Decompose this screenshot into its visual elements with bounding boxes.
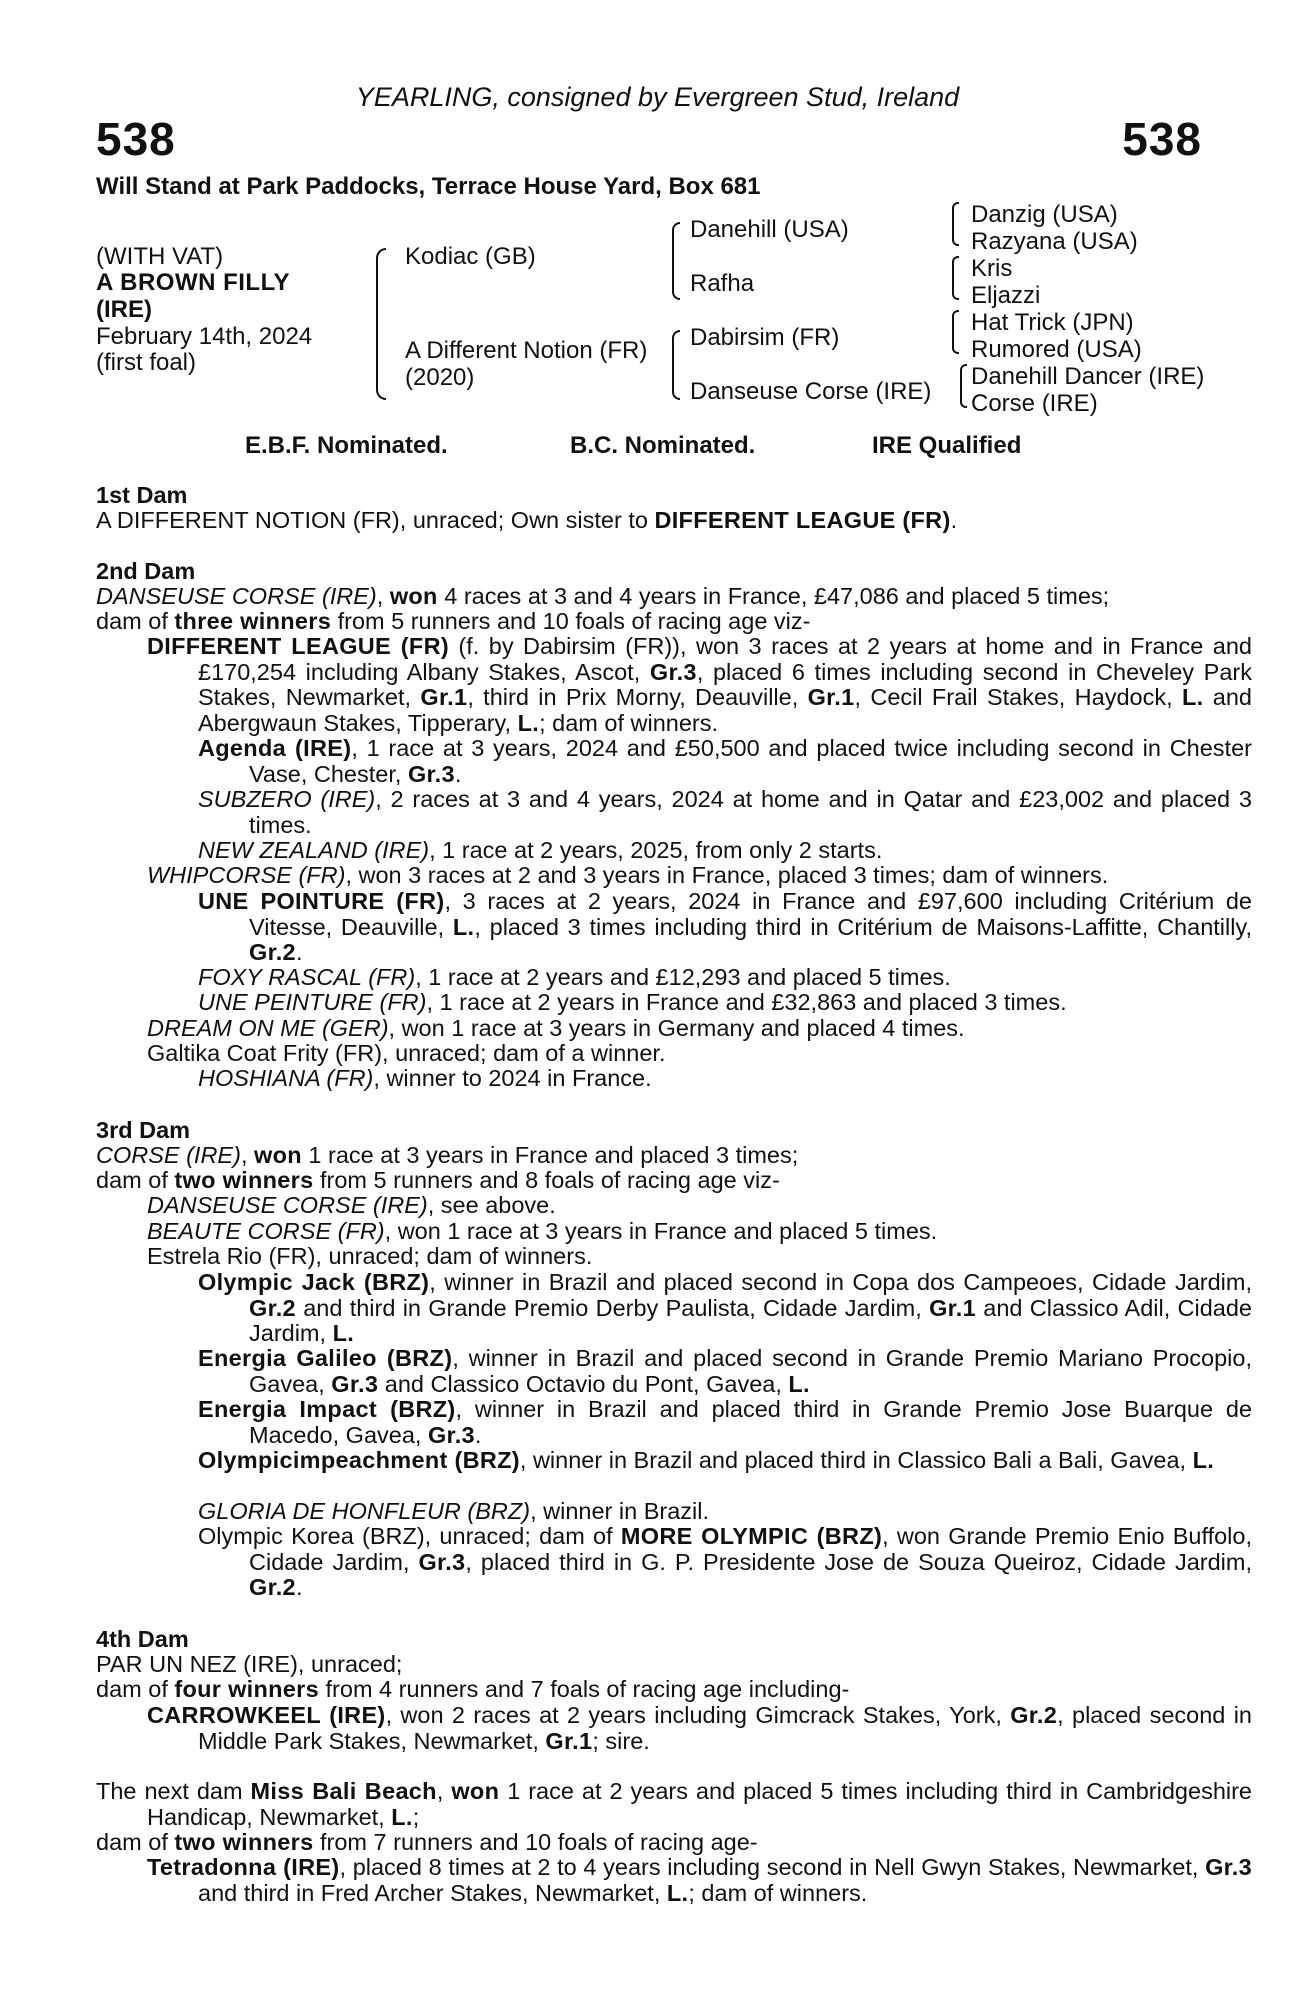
pedigree-dam-year: (2020) — [405, 364, 475, 391]
next-dam-line2: dam of two winners from 7 runners and 10 foals of racing age- — [96, 1829, 758, 1855]
consignor-line: YEARLING, consigned by Evergreen Stud, Ireland — [355, 82, 960, 112]
first-foal-note: (first foal) — [96, 349, 197, 376]
energia-impact-entry: Energia Impact (BRZ), winner in Brazil and placed third in Grande Premio Jose Buarque de Macedo, Gavea, Gr.3. — [198, 1396, 1252, 1448]
pedigree-g1: Danzig (USA) — [971, 201, 1118, 228]
dam3-line2: dam of two winners from 5 runners and 8 foals of racing age viz- — [96, 1167, 780, 1193]
section-1st-dam: 1st Dam — [96, 482, 188, 508]
pedigree-dam: A Different Notion (FR) — [405, 337, 648, 364]
une-pointure-entry: UNE POINTURE (FR), 3 races at 2 years, 2024 in France and £97,600 including Critérium de Vitesse, Deauville, L., placed 3 times including third in Critérium de Maisons-Laffitte, Chantilly, Gr.2. — [198, 888, 1252, 965]
carrowkeel-entry: CARROWKEEL (IRE), won 2 races at 2 years including Gimcrack Stakes, York, Gr.2, placed second in Middle Park Stakes, Newmarket, Gr.1; sire. — [147, 1702, 1253, 1754]
olympic-korea-entry: Olympic Korea (BRZ), unraced; dam of MORE OLYMPIC (BRZ), won Grande Premio Enio Buffolo, Cidade Jardim, Gr.3, placed third in G. P. Presidente Jose de Souza Queiroz, Cidade Jardim, Gr.2. — [198, 1523, 1253, 1600]
pedigree-g8: Corse (IRE) — [971, 390, 1098, 417]
dam1-text: A DIFFERENT NOTION (FR), unraced; Own sister to DIFFERENT LEAGUE (FR). — [96, 507, 958, 533]
foxy-rascal-entry: FOXY RASCAL (FR), 1 race at 2 years and £12,293 and placed 5 times. — [198, 964, 951, 990]
dam2-line1: DANSEUSE CORSE (IRE), won 4 races at 3 and 4 years in France, £47,086 and placed 5 times; — [96, 583, 1110, 609]
section-3rd-dam: 3rd Dam — [96, 1117, 191, 1143]
section-4th-dam: 4th Dam — [96, 1626, 189, 1652]
pedigree-g6: Rumored (USA) — [971, 336, 1142, 363]
horse-origin: (IRE) — [96, 296, 152, 323]
vat-note: (WITH VAT) — [96, 243, 224, 270]
nomination-ebf: E.B.F. Nominated. — [245, 432, 448, 459]
tetradonna-entry: Tetradonna (IRE), placed 8 times at 2 to 4 years including second in Nell Gwyn Stakes, Newmarket, Gr.3 and third in Fred Archer Stakes, Newmarket, L.; dam of winners. — [147, 1854, 1252, 1906]
new-zealand-entry: NEW ZEALAND (IRE), 1 race at 2 years, 2025, from only 2 starts. — [198, 837, 883, 863]
different-league-entry: DIFFERENT LEAGUE (FR) (f. by Dabirsim (FR)), won 3 races at 2 years at home and in France and £170,254 including Albany Stakes, Ascot, Gr.3, placed 6 times including second in Cheveley Park Stakes, Newmarket, Gr.1, third in Prix Morny, Deauville, Gr.1, Cecil Frail Stakes, Haydock, L. and Abergwaun Stakes, Tipperary, L.; dam of winners. — [147, 633, 1252, 736]
pedigree-brace-g4 — [960, 364, 967, 408]
whipcorse-entry: WHIPCORSE (FR), won 3 races at 2 and 3 years in France, placed 3 times; dam of winners. — [147, 862, 1109, 888]
olympic-jack-entry: Olympic Jack (BRZ), winner in Brazil and placed second in Copa dos Campeoes, Cidade Jardim, Gr.2 and third in Grande Premio Derby Paulista, Cidade Jardim, Gr.1 and Classico Adil, Cidade Jardim, L. — [198, 1269, 1253, 1346]
pedigree-dam-dam: Danseuse Corse (IRE) — [690, 378, 932, 405]
dam2-line2: dam of three winners from 5 runners and 10 foals of racing age viz- — [96, 608, 811, 634]
pedigree-g2: Razyana (USA) — [971, 228, 1138, 255]
dam4-line1: PAR UN NEZ (IRE), unraced; — [96, 1651, 403, 1677]
subzero-entry: SUBZERO (IRE), 2 races at 3 and 4 years, 2024 at home and in Qatar and £23,002 and placed 3 times. — [198, 786, 1252, 838]
pedigree-g7: Danehill Dancer (IRE) — [971, 363, 1205, 390]
pedigree-g3: Kris — [971, 255, 1013, 282]
lot-number-right: 538 — [1122, 113, 1202, 165]
stand-line: Will Stand at Park Paddocks, Terrace House Yard, Box 681 — [96, 173, 761, 200]
pedigree-brace-main — [376, 248, 386, 400]
dream-on-me-entry: DREAM ON ME (GER), won 1 race at 3 years in Germany and placed 4 times. — [147, 1015, 965, 1041]
olympicimpeachment-entry: Olympicimpeachment (BRZ), winner in Brazil and placed third in Classico Bali a Bali, Gavea, L. — [198, 1447, 1215, 1473]
pedigree-sire-sire: Danehill (USA) — [690, 216, 849, 243]
section-2nd-dam: 2nd Dam — [96, 558, 196, 584]
beaute-corse-entry: BEAUTE CORSE (FR), won 1 race at 3 years in France and placed 5 times. — [147, 1218, 938, 1244]
pedigree-brace-g2 — [952, 256, 959, 300]
dam4-line2: dam of four winners from 4 runners and 7 foals of racing age including- — [96, 1676, 850, 1702]
pedigree-g5: Hat Trick (JPN) — [971, 309, 1134, 336]
pedigree-dam-sire: Dabirsim (FR) — [690, 324, 840, 351]
horse-description: A BROWN FILLY — [96, 269, 291, 296]
foaling-date: February 14th, 2024 — [96, 323, 313, 350]
gloria-de-honfleur-entry: GLORIA DE HONFLEUR (BRZ), winner in Brazil. — [198, 1498, 710, 1524]
pedigree-sire-dam: Rafha — [690, 270, 755, 297]
nomination-ire: IRE Qualified — [872, 432, 1022, 459]
hoshiana-entry: HOSHIANA (FR), winner to 2024 in France. — [198, 1065, 652, 1091]
une-peinture-entry: UNE PEINTURE (FR), 1 race at 2 years in France and £32,863 and placed 3 times. — [198, 989, 1067, 1015]
galtika-entry: Galtika Coat Frity (FR), unraced; dam of a winner. — [147, 1040, 666, 1066]
next-dam-entry: The next dam Miss Bali Beach, won 1 race at 2 years and placed 5 times including third in Cambridgeshire Handicap, Newmarket, L.; — [96, 1778, 1253, 1830]
pedigree-brace-sire — [672, 222, 680, 300]
dam3-line1: CORSE (IRE), won 1 race at 3 years in France and placed 3 times; — [96, 1142, 799, 1168]
lot-number-left: 538 — [96, 113, 176, 165]
pedigree-g4: Eljazzi — [971, 282, 1041, 309]
pedigree-brace-dam — [672, 330, 680, 400]
agenda-entry: Agenda (IRE), 1 race at 3 years, 2024 and £50,500 and placed twice including second in Chester Vase, Chester, Gr.3. — [198, 735, 1252, 787]
estrela-rio-entry: Estrela Rio (FR), unraced; dam of winners. — [147, 1243, 593, 1269]
pedigree-sire: Kodiac (GB) — [405, 243, 536, 270]
nomination-bc: B.C. Nominated. — [570, 432, 756, 459]
pedigree-brace-g3 — [952, 310, 959, 354]
danseuse-corse-entry: DANSEUSE CORSE (IRE), see above. — [147, 1192, 556, 1218]
energia-galileo-entry: Energia Galileo (BRZ), winner in Brazil and placed second in Grande Premio Mariano Procopio, Gavea, Gr.3 and Classico Octavio du Pont, Gavea, L. — [198, 1345, 1252, 1397]
pedigree-brace-g1 — [952, 202, 959, 246]
